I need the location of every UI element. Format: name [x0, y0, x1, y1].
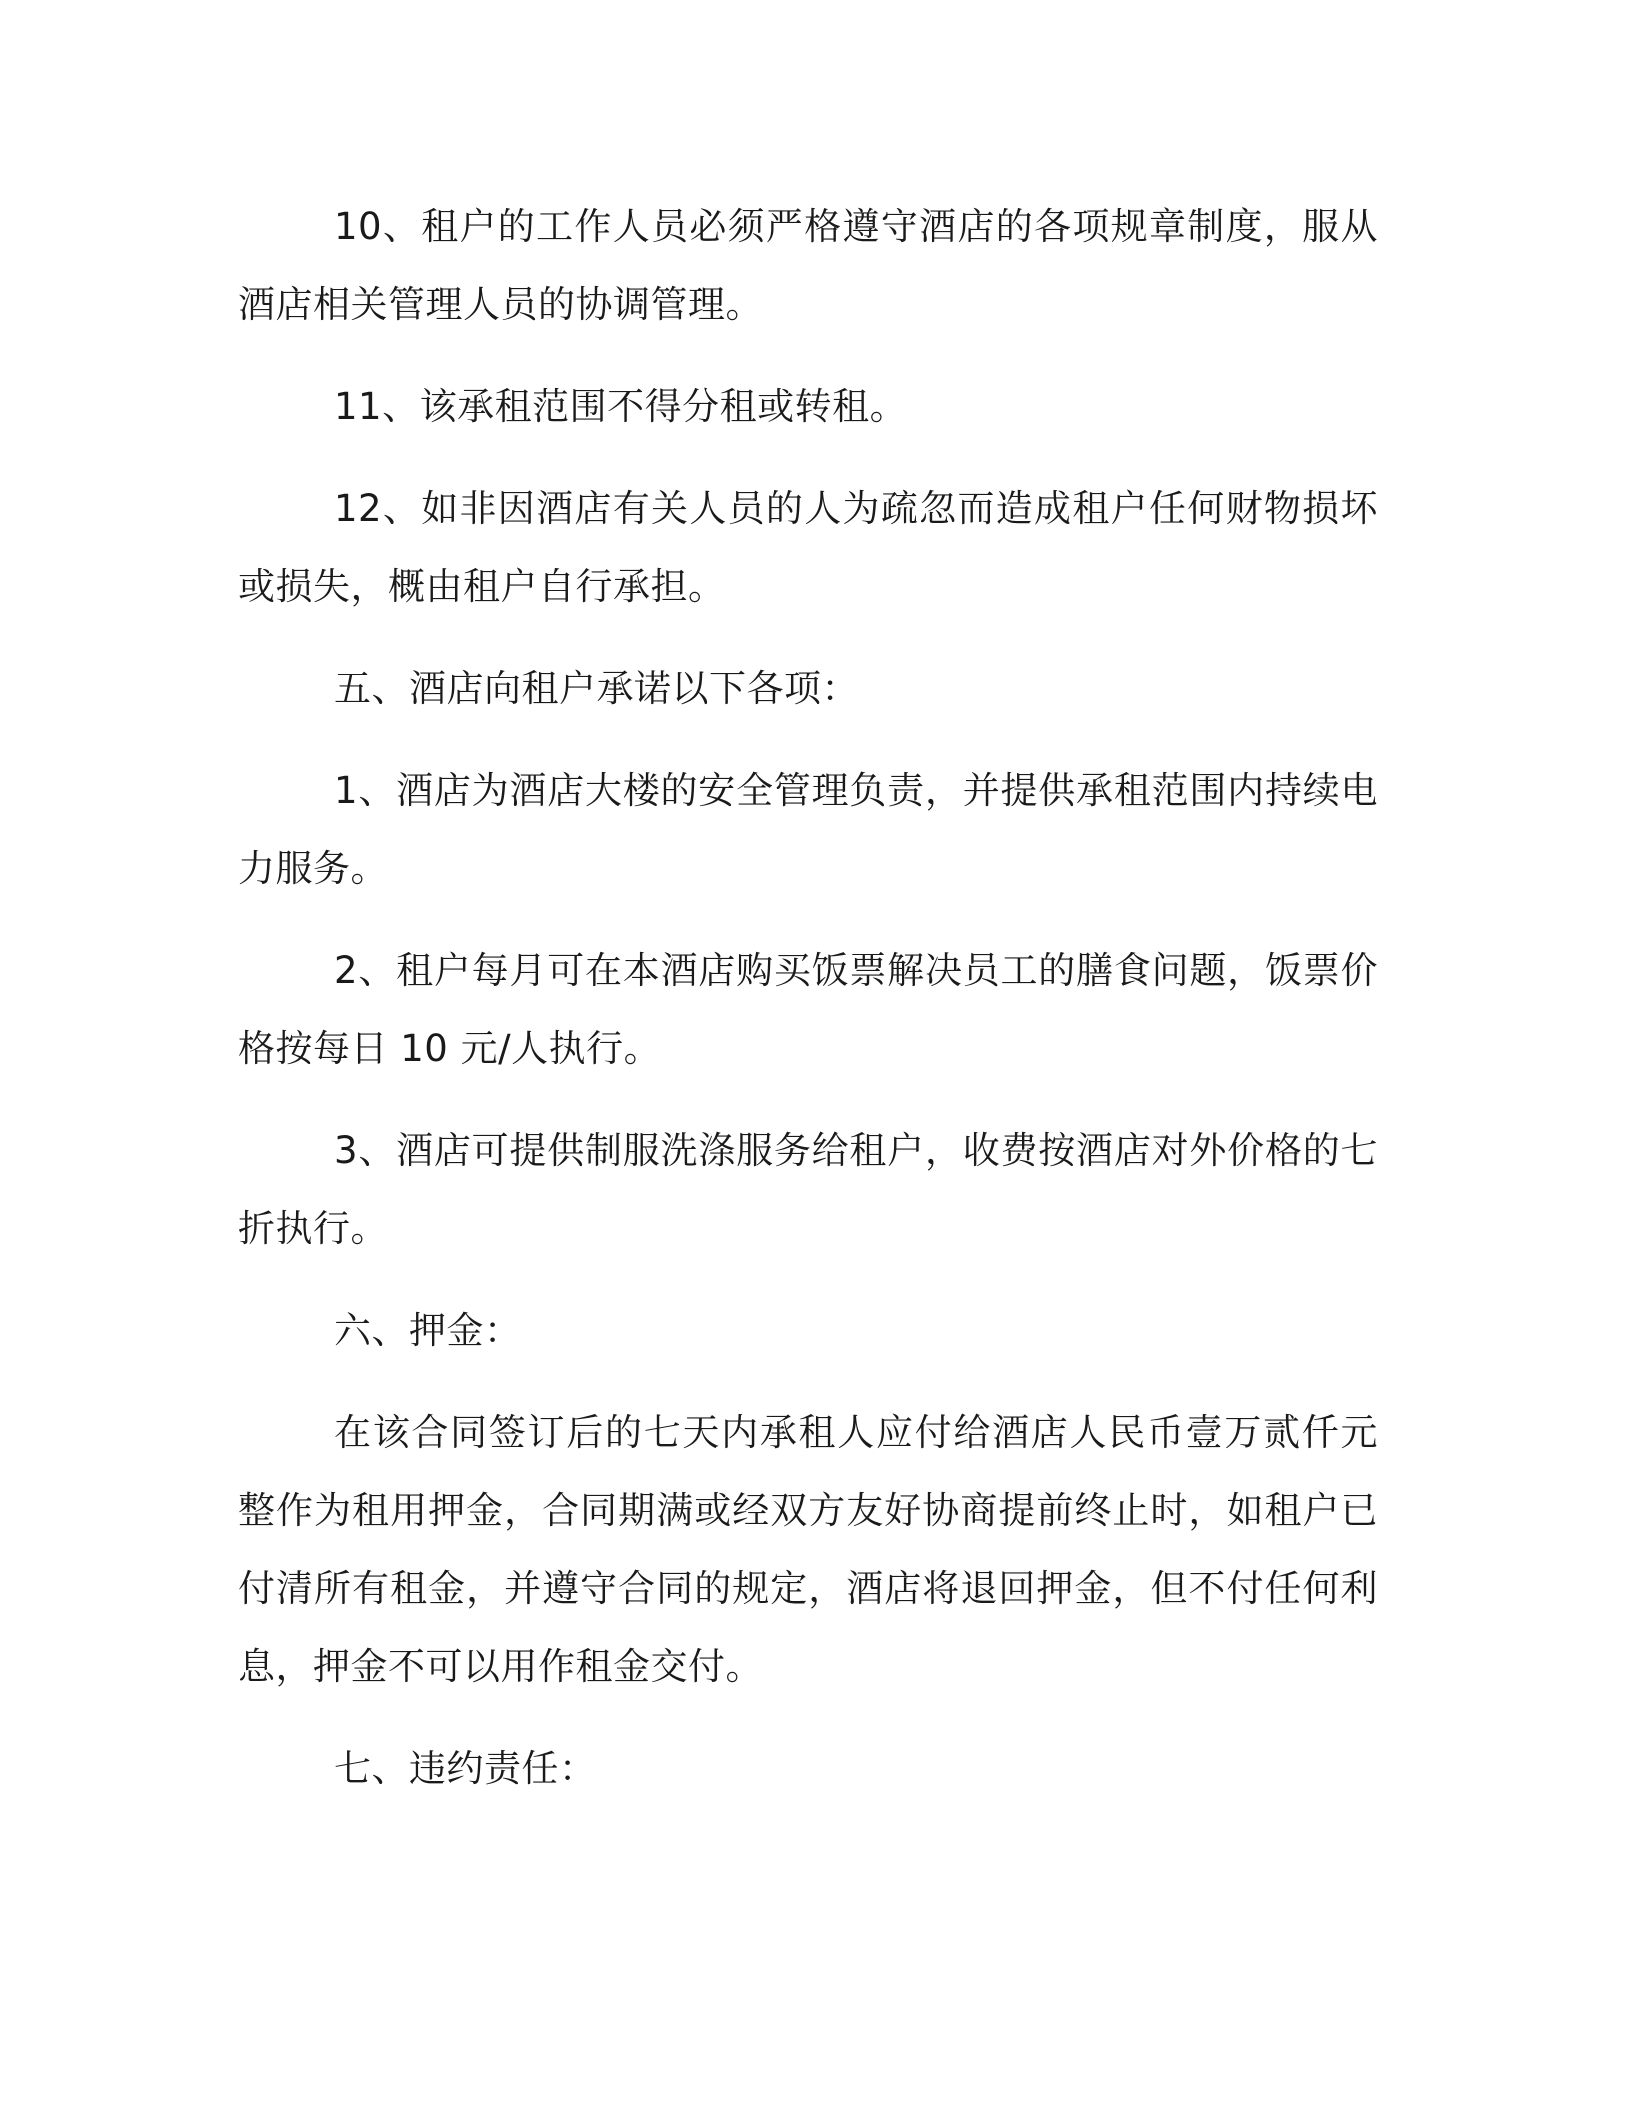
section-heading-six: 六、押金： — [334, 1309, 522, 1352]
hotel-commitment-1: 1、酒店为酒店大楼的安全管理负责，并提供承租范围内持续电力服务。 — [238, 769, 1378, 890]
clause-11: 11、该承租范围不得分租或转租。 — [334, 385, 908, 428]
hotel-commitment-3: 3、酒店可提供制服洗涤服务给租户，收费按酒店对外价格的七折执行。 — [238, 1129, 1378, 1250]
hotel-commitment-2: 2、租户每月可在本酒店购买饭票解决员工的膳食问题，饭票价格按每日 10 元/人执行。 — [238, 949, 1378, 1070]
clause-12: 12、如非因酒店有关人员的人为疏忽而造成租户任何财物损坏或损失，概由租户自行承担。 — [238, 487, 1378, 608]
clause-10: 10、租户的工作人员必须严格遵守酒店的各项规章制度，服从酒店相关管理人员的协调管理。 — [238, 205, 1378, 326]
section-heading-five: 五、酒店向租户承诺以下各项： — [334, 667, 859, 710]
section-heading-seven: 七、违约责任： — [334, 1747, 597, 1790]
deposit-paragraph: 在该合同签订后的七天内承租人应付给酒店人民币壹万贰仟元整作为租用押金，合同期满或经双方友好协商提前终止时，如租户已付清所有租金，并遵守合同的规定，酒店将退回押金，但不付任何利息，押金不可以用作租金交付。 — [238, 1411, 1378, 1688]
document-body — [238, 188, 1378, 1832]
